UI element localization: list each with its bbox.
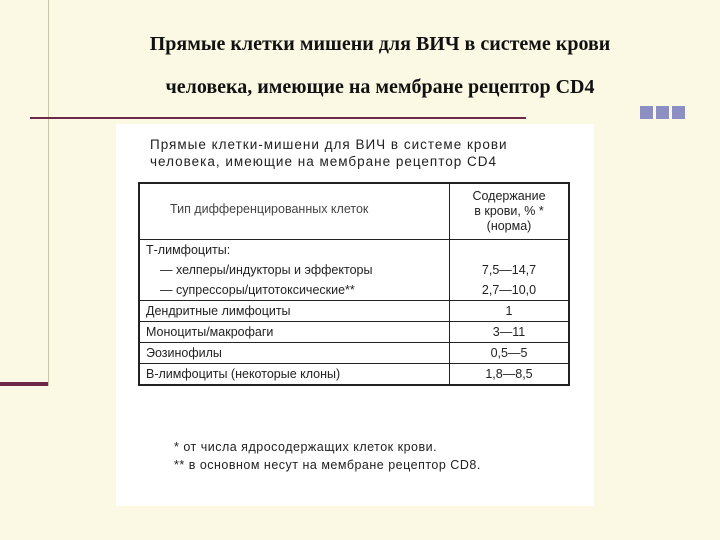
row-value: 2,7—10,0 (481, 283, 537, 297)
scanned-table-image (116, 124, 594, 506)
header-content-line-2: в крови, % * (474, 204, 544, 218)
scan-title (150, 136, 570, 170)
table-row (140, 280, 568, 300)
table-row (140, 363, 568, 384)
row-label: Моноциты/макрофаги (140, 322, 450, 342)
cell-table (138, 182, 570, 386)
table-row (140, 239, 568, 260)
table-row (140, 321, 568, 342)
header-content-line-3: (норма) (486, 219, 532, 233)
table-row (140, 260, 568, 280)
row-value: 1 (505, 304, 513, 318)
row-label: — супрессоры/цитотоксические** (140, 280, 450, 300)
table-row (140, 300, 568, 321)
row-value: 0,5—5 (490, 346, 528, 360)
slide-title-line-1: Прямые клетки мишени для ВИЧ в системе крови (149, 33, 611, 55)
row-label: Дендритные лимфоциты (140, 301, 450, 321)
header-content-line-1: Содержание (472, 189, 546, 203)
decorative-squares (637, 106, 685, 124)
row-value: 7,5—14,7 (481, 263, 537, 277)
left-band (0, 0, 48, 540)
square-icon (672, 106, 685, 119)
title-underline (30, 117, 526, 119)
slide-title-line-2: человека, имеющие на мембране рецептор CD4 (165, 76, 595, 98)
row-label: — хелперы/индукторы и эффекторы (140, 260, 450, 280)
header-cell-type: Тип дифференцированных клеток (140, 184, 450, 239)
square-icon (656, 106, 669, 119)
header-cell-content (450, 184, 568, 239)
left-divider-line (48, 0, 49, 386)
table-header-row (140, 184, 568, 239)
footnotes (174, 438, 481, 474)
group-value (450, 240, 568, 260)
table-row (140, 342, 568, 363)
scan-title-line-2: человека, имеющие на мембране рецептор CD4 (150, 154, 498, 169)
footnote-1: * от числа ядросодержащих клеток крови. (174, 440, 438, 454)
group-label: Т-лимфоциты: (140, 240, 450, 260)
square-icon (640, 106, 653, 119)
row-value: 3—11 (492, 325, 526, 339)
row-label: Эозинофилы (140, 343, 450, 363)
row-value: 1,8—8,5 (485, 367, 533, 381)
left-accent-bar (0, 382, 48, 386)
scan-title-line-1: Прямые клетки-мишени для ВИЧ в системе крови (150, 137, 508, 152)
row-label: В-лимфоциты (некоторые клоны) (140, 364, 450, 384)
footnote-2: ** в основном несут на мембране рецептор CD8. (174, 458, 481, 472)
